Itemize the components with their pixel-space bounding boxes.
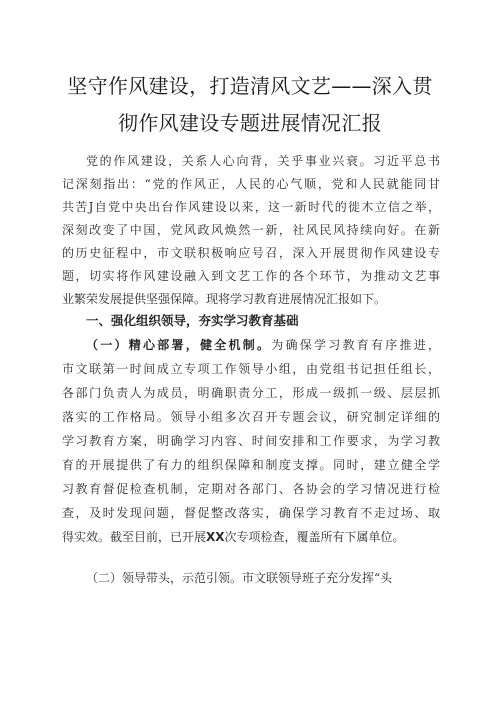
- sub2-line-1: （二）领导带头，示范引领。市文联领导班子充分发挥“头: [86, 571, 393, 585]
- sub1-line-5: 学习教育方案，明确学习内容、时间安排和工作要求，为学习教: [62, 434, 440, 448]
- sub1-line-3: 各部门负责人为成员，明确职责分工，形成一级抓一级、层层抓: [62, 386, 440, 400]
- intro-line-3: 共苦J自党中央出台作风建设以来，这一新时代的徙木立信之举，: [62, 200, 440, 214]
- sub1-title: （一）精心部署，健全机制。: [86, 338, 272, 352]
- document-title-line-2: 彻作风建设专题进展情况汇报: [118, 111, 382, 135]
- document-title-line-1: 坚守作风建设，打造清风文艺——深入贯: [67, 74, 433, 98]
- section-1-heading: 一、强化组织领导，夯实学习教育基础: [86, 313, 299, 328]
- intro-line-6: 题，切实将作风建设融入到文艺工作的各个环节，为推动文艺事: [62, 269, 440, 283]
- intro-line-2: 记深刻指出：“党的作风正，人民的心气顺，党和人民就能同甘: [62, 177, 440, 191]
- sub1-line-8: 查，及时发现问题，督促整改落实，确保学习教育不走过场、取: [62, 506, 440, 520]
- intro-line-7: 业繁荣发展提供坚强保障。现将学习教育进展情况汇报如下。: [62, 292, 387, 306]
- intro-line-5: 的历史征程中，市文联积极响应号召，深入开展贯彻作风建设专: [62, 246, 440, 260]
- intro-line-4: 深刻改变了中国，党风政风焕然一新，社风民风持续向好。在新: [62, 223, 440, 237]
- sub1-line-1: [86, 337, 440, 353]
- sub1-line-6: 育的开展提供了有力的组织保障和制度支撑。同时，建立健全学: [62, 458, 440, 472]
- sub1-line-4: 落实的工作格局。领导小组多次召开专题会议，研究制定详细的: [62, 410, 440, 424]
- sub1-line-2: 市文联第一时间成立专项工作领导小组，由党组书记担任组长，: [62, 362, 440, 376]
- intro-line-1: 党的作风建设，关系人心向背，关乎事业兴衰。习近平总书: [86, 154, 440, 168]
- sub1-last-prefix: 得实效。截至目前，已开展: [62, 530, 207, 544]
- check-count: XX: [206, 530, 225, 544]
- sub1-first-rest: 为确保学习教育有序推进，: [271, 338, 440, 352]
- sub1-line-9: [62, 529, 440, 545]
- sub1-line-7: 习教育督促检查机制，定期对各部门、各协会的学习情况进行检: [62, 482, 440, 496]
- sub1-last-suffix: 次专项检查，覆盖所有下属单位。: [224, 530, 405, 544]
